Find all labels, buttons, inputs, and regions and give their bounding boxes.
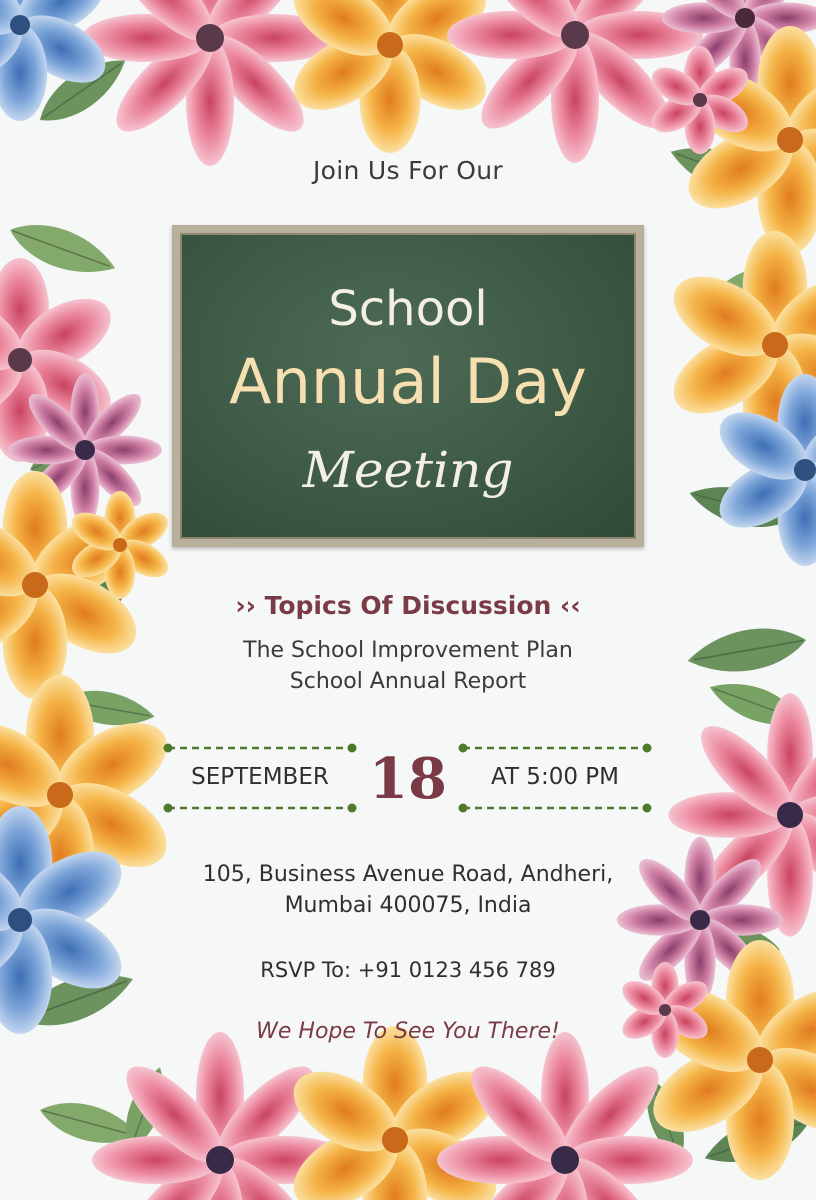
board-line-school: School <box>328 281 488 337</box>
event-date-row <box>0 742 816 814</box>
topic-item: The School Improvement Plan <box>243 638 573 663</box>
topic-item: School Annual Report <box>289 669 527 694</box>
board-line-annual-day: Annual Day <box>229 345 587 418</box>
topics-heading: ›› Topics Of Discussion ‹‹ <box>235 591 581 620</box>
event-time: AT 5:00 PM <box>491 764 619 790</box>
event-month: SEPTEMBER <box>191 764 329 790</box>
rsvp-text: RSVP To: +91 0123 456 789 <box>260 958 556 982</box>
board-line-meeting: Meeting <box>302 441 514 499</box>
event-day: 18 <box>369 746 447 812</box>
closing-text: We Hope To See You There! <box>256 1019 560 1044</box>
intro-text: Join Us For Our <box>313 156 503 185</box>
chalkboard-icon <box>172 225 644 547</box>
address-line-2: Mumbai 400075, India <box>284 893 532 918</box>
address-line-1: 105, Business Avenue Road, Andheri, <box>202 862 614 887</box>
